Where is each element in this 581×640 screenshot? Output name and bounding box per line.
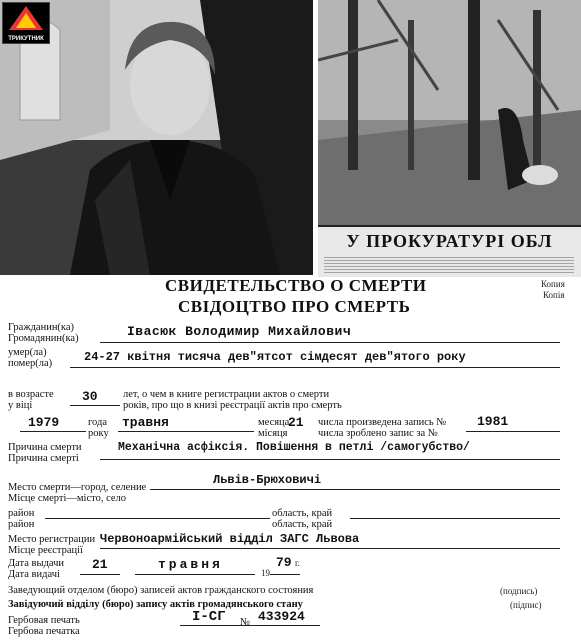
day-value: 21	[288, 415, 304, 430]
title-ru: СВИДЕТЕЛЬСТВО О СМЕРТИ	[165, 276, 427, 295]
record-underline	[466, 431, 560, 432]
month-label-ru: месяца	[258, 417, 290, 428]
region-underline	[45, 518, 270, 519]
copy-label-ru: Копия	[541, 279, 565, 289]
head-label-ru: Заведующий отделом (бюро) записей актов гражданского состояния	[8, 585, 314, 596]
month-label-ua: місяця	[258, 428, 288, 439]
oblast-label-ru: область, край	[272, 508, 333, 519]
month-underline	[118, 431, 254, 432]
year-underline	[20, 431, 86, 432]
issue-year-underline	[270, 574, 300, 575]
name-underline	[100, 342, 560, 343]
newspaper-photo	[318, 0, 581, 225]
reg-place-underline	[100, 548, 560, 549]
place-label-ru: Место смерти—город, селение	[8, 482, 147, 493]
age-text-ua: років, про що в книзі реєстрації актів про смерть	[123, 400, 342, 411]
series-value: І-СГ	[192, 609, 226, 625]
citizen-label-ru: Гражданин(ка)	[8, 322, 75, 333]
age-value: 30	[82, 389, 98, 404]
issue-day: 21	[92, 557, 108, 572]
oblast-label-ua: область, край	[272, 519, 333, 530]
issue-label-ua: Дата видачі	[8, 569, 60, 580]
seal-label-ua: Гербова печатка	[8, 626, 80, 637]
reg-place-label-ua: Місце реєстрації	[8, 545, 83, 556]
citizen-label-ua: Громадянин(ка)	[8, 333, 79, 344]
record-label-ua: числа зроблено запис за №	[318, 428, 438, 439]
triangle-icon	[3, 3, 49, 33]
death-date: 24-27 квітня тисяча дев"ятсот сімдесят дев"ятого року	[84, 350, 466, 364]
cause-value: Механічна асфіксія. Повішення в петлі /самогубство/	[118, 441, 470, 454]
newspaper-text-lines	[324, 255, 574, 275]
issue-label-ru: Дата выдачи	[8, 558, 65, 569]
place-underline	[150, 489, 560, 490]
seal-label-ru: Гербовая печать	[8, 615, 80, 626]
certificate-number: 433924	[258, 609, 305, 624]
age-underline	[70, 405, 120, 406]
number-sign: №	[240, 617, 251, 628]
year-label-ua: року	[88, 428, 109, 439]
issue-year-prefix: 19	[261, 568, 270, 578]
age-label-ua: у віці	[8, 400, 33, 411]
year-value: 1979	[28, 415, 60, 430]
died-label-ua: помер(ла)	[8, 358, 53, 369]
logo-text: ТРИКУТНИК	[8, 36, 44, 42]
head-label-ua: Завідуючий відділу (бюро) запису актів громадянського стану	[8, 599, 303, 610]
region-label-ru: район	[8, 508, 35, 519]
signature-label-ru: (подпись)	[500, 586, 538, 596]
signature-label-ua: (підпис)	[510, 600, 542, 610]
newspaper-clipping	[318, 225, 581, 277]
year-label-ru: года	[88, 417, 107, 428]
oblast-underline	[350, 518, 560, 519]
age-label-ru: в возрасте	[8, 389, 54, 400]
issue-year: 79	[276, 555, 292, 570]
place-value: Львів-Брюховичі	[213, 473, 322, 487]
record-number: 1981	[477, 414, 509, 429]
forest-photo-drawing	[318, 0, 581, 225]
issue-month: травня	[158, 557, 223, 572]
died-label-ru: умер(ла)	[8, 347, 47, 358]
issue-month-underline	[135, 574, 255, 575]
region-label-ua: район	[8, 519, 35, 530]
issue-year-suffix: г.	[295, 558, 300, 568]
reg-place-value: Червоноармійський відділ ЗАГС Львова	[100, 532, 360, 546]
number-underline	[180, 625, 320, 626]
issue-day-underline	[80, 574, 120, 575]
portrait-photo	[0, 0, 313, 275]
age-text-ru: лет, о чем в книге регистрации актов о смерти	[123, 389, 330, 400]
record-label-ru: числа произведена запись №	[318, 417, 447, 428]
cause-label-ru: Причина смерти	[8, 442, 82, 453]
death-underline	[70, 367, 560, 368]
place-label-ua: Місце смерті—місто, село	[8, 493, 127, 504]
copy-label-ua: Копія	[543, 290, 565, 300]
brand-logo	[2, 2, 50, 44]
title-ua: СВІДОЦТВО ПРО СМЕРТЬ	[178, 297, 411, 316]
month-value: травня	[122, 415, 169, 430]
cause-underline	[100, 459, 560, 460]
newspaper-headline: У ПРОКУРАТУРІ ОБЛ	[346, 231, 553, 251]
cause-label-ua: Причина смерті	[8, 453, 79, 464]
citizen-name: Івасюк Володимир Михайлович	[127, 324, 352, 339]
reg-place-label-ru: Место регистрации	[8, 534, 96, 545]
